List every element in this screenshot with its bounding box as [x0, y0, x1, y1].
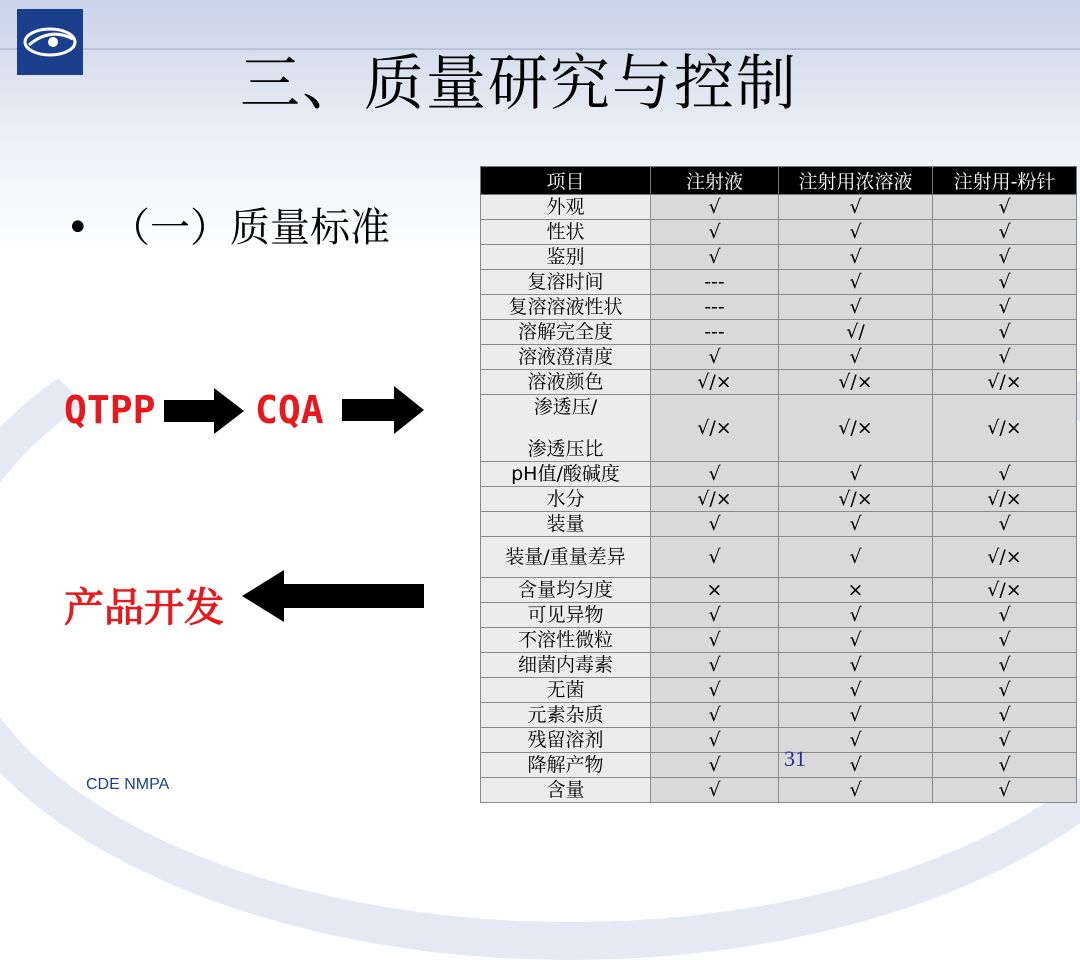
check-cell: √ — [779, 345, 933, 370]
table-header-row — [481, 167, 1077, 195]
check-cell: √ — [779, 628, 933, 653]
check-cell: √ — [933, 703, 1077, 728]
table-row — [481, 487, 1077, 512]
check-cell: √ — [779, 537, 933, 578]
check-cell: √ — [651, 603, 779, 628]
check-cell: √ — [933, 295, 1077, 320]
check-cell: √ — [651, 678, 779, 703]
table-row — [481, 345, 1077, 370]
row-label-line: 渗透压/ — [533, 396, 598, 418]
check-cell: √/× — [933, 370, 1077, 395]
check-cell: √ — [933, 753, 1077, 778]
quality-standard-table — [480, 166, 1077, 803]
row-label-cell: 装量 — [481, 512, 651, 537]
qtpp-label: QTPP — [64, 388, 156, 432]
check-cell: √/× — [933, 395, 1077, 462]
check-cell: √ — [779, 295, 933, 320]
check-cell: √ — [651, 345, 779, 370]
table-row — [481, 778, 1077, 803]
check-cell: √ — [933, 245, 1077, 270]
check-cell: √ — [651, 512, 779, 537]
table-row — [481, 628, 1077, 653]
check-cell: √ — [651, 195, 779, 220]
check-cell: --- — [651, 320, 779, 345]
check-cell: √ — [651, 653, 779, 678]
row-label-cell: 溶解完全度 — [481, 320, 651, 345]
check-cell: √ — [933, 728, 1077, 753]
check-cell: √ — [933, 320, 1077, 345]
check-cell: √/× — [651, 370, 779, 395]
row-label-cell: 不溶性微粒 — [481, 628, 651, 653]
row-label-cell: 元素杂质 — [481, 703, 651, 728]
check-cell: √ — [779, 603, 933, 628]
check-cell: √ — [933, 653, 1077, 678]
table-row — [481, 678, 1077, 703]
row-label-cell: 性状 — [481, 220, 651, 245]
check-cell: √ — [933, 462, 1077, 487]
check-cell: √ — [651, 628, 779, 653]
row-label-cell: 水分 — [481, 487, 651, 512]
row-label-line: 渗透压比 — [527, 438, 604, 460]
row-label-cell: 复溶溶液性状 — [481, 295, 651, 320]
row-label-cell: 装量/重量差异 — [481, 537, 651, 578]
slide-title: 三、质量研究与控制 — [240, 49, 798, 119]
table-row — [481, 220, 1077, 245]
check-cell: √ — [651, 728, 779, 753]
row-label-cell: 残留溶剂 — [481, 728, 651, 753]
table-row — [481, 512, 1077, 537]
check-cell: √/× — [779, 370, 933, 395]
check-cell: √/ — [779, 320, 933, 345]
check-cell: √ — [651, 537, 779, 578]
check-cell: √ — [779, 653, 933, 678]
table-row — [481, 728, 1077, 753]
table-row — [481, 320, 1077, 345]
column-header: 项目 — [481, 167, 651, 195]
check-cell: × — [651, 578, 779, 603]
table-row — [481, 537, 1077, 578]
column-header: 注射液 — [651, 167, 779, 195]
row-label-cell: 溶液颜色 — [481, 370, 651, 395]
check-cell: √/× — [933, 578, 1077, 603]
row-label-cell: 无菌 — [481, 678, 651, 703]
check-cell: √ — [933, 270, 1077, 295]
footer-org: CDE NMPA — [86, 776, 170, 793]
row-label-cell: 可见异物 — [481, 603, 651, 628]
column-header: 注射用浓溶液 — [779, 167, 933, 195]
row-label-cell: 降解产物 — [481, 753, 651, 778]
check-cell: √ — [933, 195, 1077, 220]
check-cell: √/× — [779, 487, 933, 512]
check-cell: √ — [779, 678, 933, 703]
bullet-marker: • — [66, 205, 90, 251]
check-cell: √/× — [651, 487, 779, 512]
table-row — [481, 703, 1077, 728]
check-cell: √ — [651, 778, 779, 803]
check-cell: √ — [933, 220, 1077, 245]
check-cell: √ — [933, 345, 1077, 370]
check-cell: √/× — [651, 395, 779, 462]
bullet-text: （一）质量标准 — [110, 205, 390, 251]
bullet-item — [66, 198, 390, 258]
check-cell: √ — [779, 270, 933, 295]
table-row — [481, 295, 1077, 320]
row-label-cell: pH值/酸碱度 — [481, 462, 651, 487]
row-label-cell: 细菌内毒素 — [481, 653, 651, 678]
table-row — [481, 462, 1077, 487]
check-cell: √/× — [933, 487, 1077, 512]
check-cell: √ — [779, 728, 933, 753]
row-label-cell: 鉴别 — [481, 245, 651, 270]
check-cell: √ — [933, 778, 1077, 803]
page-number: 31 — [784, 746, 806, 771]
check-cell: √ — [779, 753, 933, 778]
table-row — [481, 603, 1077, 628]
table-row — [481, 578, 1077, 603]
row-label-cell: 复溶时间 — [481, 270, 651, 295]
table-row — [481, 395, 1077, 462]
table-row — [481, 653, 1077, 678]
check-cell: √ — [779, 462, 933, 487]
cqa-label: CQA — [255, 388, 324, 432]
table-row — [481, 753, 1077, 778]
row-label-cell: 含量 — [481, 778, 651, 803]
check-cell: × — [779, 578, 933, 603]
check-cell: √ — [933, 628, 1077, 653]
check-cell: √ — [779, 245, 933, 270]
check-cell: √ — [779, 512, 933, 537]
check-cell: √ — [651, 245, 779, 270]
check-cell: √ — [933, 603, 1077, 628]
check-cell: √ — [651, 220, 779, 245]
product-development-label: 产品开发 — [64, 585, 224, 631]
check-cell: √/× — [933, 537, 1077, 578]
table-row — [481, 370, 1077, 395]
table-row — [481, 245, 1077, 270]
check-cell: √ — [651, 462, 779, 487]
right-arrow-icon — [342, 386, 424, 434]
check-cell: √ — [779, 220, 933, 245]
check-cell: √ — [651, 753, 779, 778]
check-cell: √/× — [779, 395, 933, 462]
row-label-cell: 含量均匀度 — [481, 578, 651, 603]
row-label-cell: 溶液澄清度 — [481, 345, 651, 370]
table-row — [481, 195, 1077, 220]
check-cell: √ — [779, 703, 933, 728]
check-cell: √ — [779, 195, 933, 220]
row-label-cell: 外观 — [481, 195, 651, 220]
right-arrow-icon — [164, 388, 244, 434]
table-row — [481, 270, 1077, 295]
row-label-cell — [481, 395, 651, 462]
check-cell: √ — [933, 678, 1077, 703]
cde-logo-icon — [17, 9, 83, 75]
check-cell: √ — [651, 703, 779, 728]
column-header: 注射用-粉针 — [933, 167, 1077, 195]
check-cell: --- — [651, 295, 779, 320]
left-arrow-icon — [242, 570, 424, 622]
check-cell: --- — [651, 270, 779, 295]
check-cell: √ — [779, 778, 933, 803]
check-cell: √ — [933, 512, 1077, 537]
